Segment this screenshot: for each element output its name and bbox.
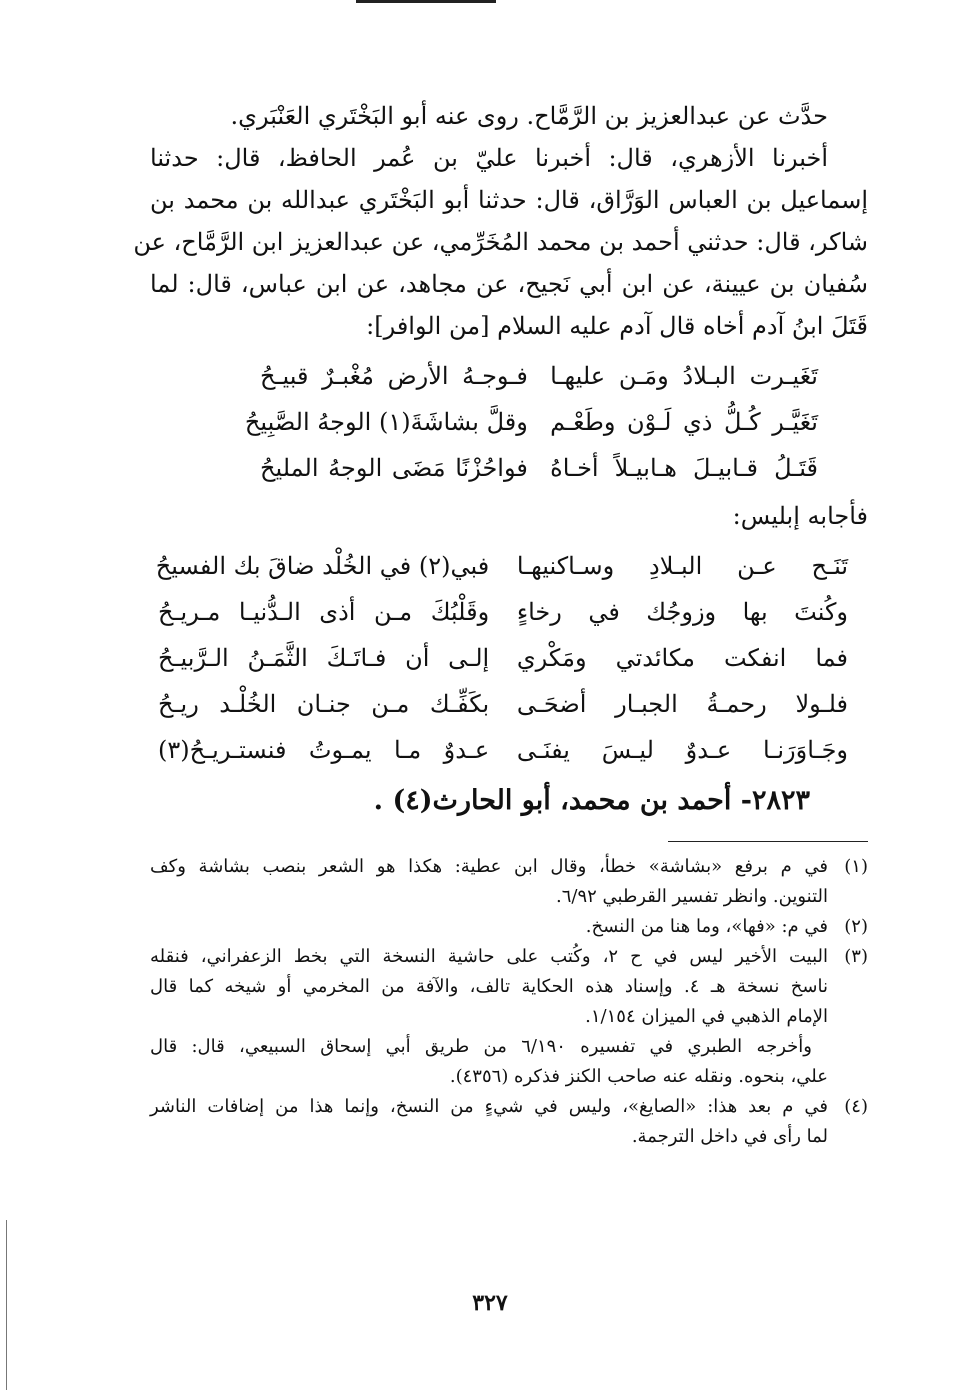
verse-second-hemistich: إلـى أن فـاتَـكَ الثَّمَـنُ الـرَّبيـحُ	[158, 644, 490, 672]
verse-second-hemistich: وقَلْبُكَ مـن أذى الـدُّنيـا مـريـحُ	[158, 598, 490, 626]
poem-verse	[158, 727, 848, 773]
verse-first-hemistich: فلـولا رحمـةُ الجبـار أضحَـى	[516, 690, 848, 718]
poem-verse	[155, 543, 848, 589]
main-text	[133, 95, 869, 347]
verse-second-hemistich: فبي(٢) في الخُلْد ضاقَ بك الفسيحُ	[155, 552, 490, 580]
verse-first-hemistich: تَنَـح عـن البـلادِ وسـاكنيهـا	[516, 552, 848, 580]
footnote-line: وأخرجه الطبري في تفسيره ٦/١٩٠ من طريق أبي إسحاق السبيعي، قال: قال	[150, 1036, 812, 1057]
footnote-body	[150, 942, 828, 1032]
verse-first-hemistich: فما انفكت مكائدتي ومَكْري	[516, 644, 848, 672]
poem-verse	[260, 445, 818, 491]
page-content	[133, 95, 869, 1152]
verse-second-hemistich: عـدوٌ مـا يمـوتُ فنستـريـحُ(٣)	[158, 736, 490, 764]
footnote-body	[150, 912, 828, 942]
footnote-body	[150, 1092, 828, 1152]
poem-verse	[158, 681, 848, 727]
footnote-body	[150, 852, 828, 912]
footnote-number: (٢)	[844, 916, 868, 937]
footnote-line: التنوين. وانظر تفسير القرطبي ٦/٩٢.	[556, 886, 828, 907]
text-line: حدَّث عن عبدالعزيز بن الرَّمَّاح. روى عنه أبو البَخْتَري العَنْبَري.	[230, 102, 828, 130]
verse-second-hemistich: فواحُزْنًا مَضَى الوجهُ المليحُ	[260, 454, 528, 482]
text-line: أخبرنا الأزهري، قال: أخبرنا عليّ بن عُمر الحافظ، قال: حدثنا	[150, 144, 828, 172]
verse-second-hemistich: فـوجـهُ الأرض مُغْبـرٌ قبيـحُ	[260, 362, 528, 390]
verse-first-hemistich: قَتَـلُ قـابيـلَ هـابيـلاً أخـاهُ	[550, 454, 818, 482]
text-line: إسماعيل بن العباس الوَرَّاق، قال: حدثنا أبو البَخْتَري عبدالله بن محمد بن	[150, 186, 868, 214]
footnotes	[150, 852, 868, 1152]
poem-adam	[150, 353, 868, 491]
verse-first-hemistich: وكُنتَ بها وزوجُك في رخاءٍ	[516, 598, 848, 626]
top-edge-mark	[356, 0, 496, 3]
footnote-line: الإمام الذهبي في الميزان ١/١٥٤.	[585, 1006, 828, 1027]
footnote-line: ناسخ نسخة هـ ٤. وإسناد هذه الحكاية تالف، والآفة من المخرمي أو شيخه كما قال	[150, 976, 828, 997]
verse-second-hemistich: وقلَّ بشاشَةَ(١) الوجهُ الصَّبِيحُ	[244, 408, 528, 436]
footnote-line: البيت الأخير ليس في ح ٢، وكُتب على حاشية النسخة التي بخط الزعفراني، فنقله	[150, 946, 829, 967]
footnote-line: في م: «فها»، وما هنا من النسخ.	[585, 916, 828, 937]
footnote-line: لما رأى في داخل الترجمة.	[631, 1126, 828, 1147]
footnote-number: (١)	[844, 856, 868, 877]
footnote	[150, 852, 868, 912]
text-line: قَتَلَ ابنُ آدم أخاه قال آدم عليه السلام [من الوافر]:	[366, 312, 868, 340]
text-line: سُفيان بن عيينة، عن ابن أبي نَجيح، عن مجاهد، عن ابن عباس، قال: لما	[150, 270, 869, 298]
page-number: ٣٢٧	[472, 1290, 508, 1316]
footnote	[150, 942, 868, 1032]
verse-first-hemistich: تَغَيـرت البـلادُ ومَـن عليهـا	[550, 362, 818, 390]
footnote	[150, 912, 868, 942]
footnote-separator	[668, 841, 868, 842]
verse-second-hemistich: بكَفِّـك مـن جنـان الخُلْـد ريـحُ	[158, 690, 490, 718]
verse-first-hemistich: وجَـاوَرَنـا عـدوٌ ليـسَ يفنَـى	[516, 736, 848, 764]
footnote-number: (٤)	[844, 1096, 868, 1117]
footnote-line: في م بعد هذا: «الصايغ»، وليس في شيءٍ من النسخ، وإنما هذا من إضافات الناشر	[150, 1096, 828, 1117]
entry-heading: ٢٨٢٣- أحمد بن محمد، أبو الحارث(٤) .	[373, 785, 810, 816]
poem-intro: فأجابه إبليس:	[732, 502, 868, 530]
poem-verse	[244, 399, 818, 445]
poem-iblis	[150, 543, 868, 773]
poem-verse	[158, 589, 848, 635]
text-line: شاكر، قال: حدثني أحمد بن محمد المُخَرِّمي، عن عبدالعزيز ابن الرَّمَّاح، عن	[133, 228, 868, 256]
footnote-continuation	[150, 1032, 868, 1092]
footnote-line: علي، بنحوه. ونقله عنه صاحب الكنز فذكره (٤٣٥٦).	[449, 1066, 828, 1087]
footnote	[150, 1092, 868, 1152]
poem-verse	[158, 635, 848, 681]
poem-verse	[260, 353, 818, 399]
footnote-number: (٣)	[844, 946, 868, 967]
footnote-line: في م برفع «بشاشة» خطأ، وقال ابن عطية: هكذا هو الشعر بنصب بشاشة وكف	[150, 856, 828, 877]
verse-first-hemistich: تَغَيَّـر كُـلُّ ذي لَـوْن وطَعْـم	[550, 408, 818, 436]
